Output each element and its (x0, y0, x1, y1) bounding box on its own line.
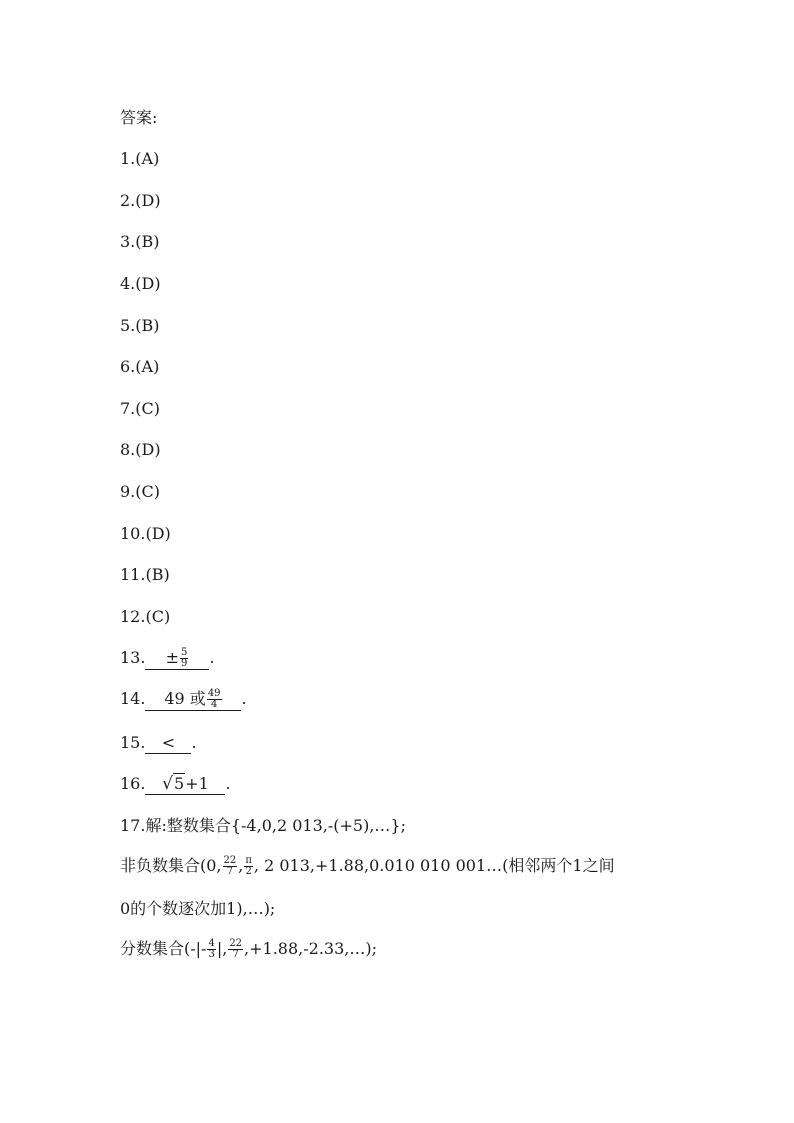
answer-line-4: 4.(D) (120, 274, 161, 293)
answer-line-11: 11.(B) (120, 565, 170, 584)
answer-line-6: 6.(A) (120, 357, 160, 376)
fraction: $\frac{4}{3}$ (208, 938, 215, 960)
nonnegative-set-line: 非负数集合(0, $\frac{22}{7}$ , $\frac{\pi}{2}$ , 2 013,+1.88,0.010 010 001…(相邻两个1之间 (120, 855, 615, 877)
answer-line-16: 16. √5+1 . (120, 774, 231, 794)
fraction: $\frac{5}{9}$ (180, 647, 188, 669)
answer-line-3: 3.(B) (120, 232, 160, 251)
fraction: $\frac{49}{4}$ (207, 688, 221, 710)
answer-line-12: 12.(C) (120, 607, 171, 626)
fill-blank-16: √5+1 (145, 774, 225, 795)
answer-line-10: 10.(D) (120, 524, 171, 543)
fill-blank-14: 49 或 $\frac{49}{4}$ (145, 689, 241, 711)
answer-line-5: 5.(B) (120, 316, 160, 335)
answer-line-13: 13. ± $\frac{5}{9}$ . (120, 647, 215, 669)
fraction: $\frac{22}{7}$ (229, 938, 243, 960)
fraction: $\frac{\pi}{2}$ (245, 855, 252, 877)
square-root: √5 (162, 774, 185, 794)
answer-line-17: 17.解:整数集合{-4,0,2 013,-(+5),…}; (120, 816, 406, 835)
fraction: $\frac{22}{7}$ (223, 855, 237, 877)
answer-line-2: 2.(D) (120, 191, 161, 210)
answer-line-8: 8.(D) (120, 440, 161, 459)
fill-blank-15: < (145, 733, 191, 754)
answer-line-1: 1.(A) (120, 149, 160, 168)
answer-line-9: 9.(C) (120, 482, 160, 501)
fill-blank-13: ± $\frac{5}{9}$ (145, 648, 209, 670)
answer-line-15: 15. < . (120, 733, 197, 752)
answer-line-7: 7.(C) (120, 399, 160, 418)
answer-line-14: 14. 49 或 $\frac{49}{4}$ . (120, 688, 247, 710)
fraction-set-line: 分数集合(-|- $\frac{4}{3}$ |, $\frac{22}{7}$ ,+1.88,-2.33,…); (120, 938, 377, 960)
answers-heading: 答案: (120, 108, 158, 127)
nonnegative-set-continuation: 0的个数逐次加1),…); (120, 899, 276, 918)
